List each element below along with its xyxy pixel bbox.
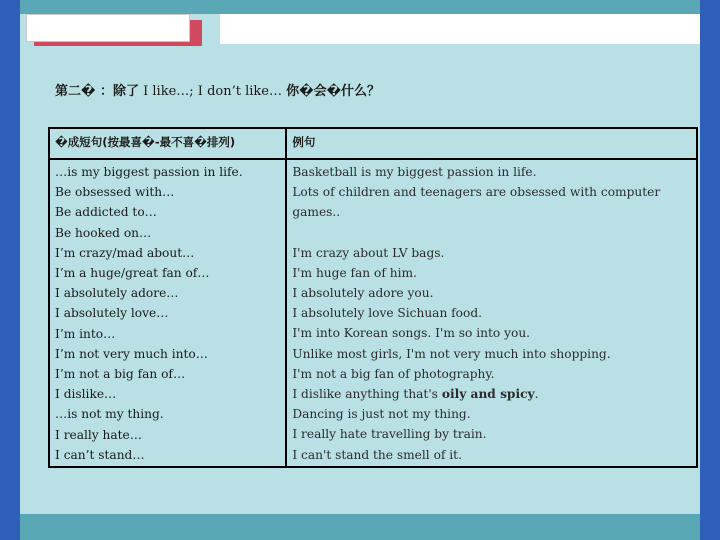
title-box — [26, 14, 190, 42]
heading-zh-suffix: 你�会�什么？ — [286, 84, 381, 99]
spacer — [292, 223, 691, 243]
phrase: I absolutely love… — [55, 306, 169, 321]
example-sentence: I really hate travelling by train. — [292, 427, 487, 442]
phrase-table — [48, 127, 698, 468]
bottom-band — [20, 514, 700, 540]
example-sentence: I can't stand the smell of it. — [292, 447, 462, 462]
phrase: I’m into… — [55, 326, 116, 341]
phrase: I’m a huge/great fan of… — [55, 266, 210, 281]
example-sentence: I absolutely love Sichuan food. — [292, 306, 483, 321]
example-sentence: Dancing is just not my thing. — [292, 407, 471, 422]
phrases-cell — [49, 159, 286, 467]
table-header-row — [49, 128, 697, 159]
example-sentence: I'm not a big fan of photography. — [292, 366, 495, 381]
phrase: I’m not very much into… — [55, 346, 208, 361]
phrase: …is not my thing. — [55, 407, 164, 422]
title-bar — [220, 14, 700, 44]
col-examples-header: 例句 — [286, 128, 697, 159]
heading-zh-prefix: 第二� ：除了 — [55, 84, 139, 99]
example-sentence — [292, 384, 691, 404]
top-band — [20, 0, 700, 14]
phrase: Be obsessed with… — [55, 185, 175, 200]
phrase: I can’t stand… — [55, 447, 145, 462]
phrase: Be addicted to… — [55, 205, 157, 220]
phrase: I absolutely adore… — [55, 286, 179, 301]
phrase: I dislike… — [55, 387, 117, 402]
examples-cell — [286, 159, 697, 467]
phrase: Be hooked on… — [55, 225, 152, 240]
example-sentence: Basketball is my biggest passion in life. — [292, 165, 537, 179]
example-text: I dislike anything that's — [292, 387, 442, 402]
col-phrases-header: �成短句(按最喜�-最不喜�排列) — [49, 128, 286, 159]
slide-heading — [55, 80, 380, 99]
example-sentence: I'm crazy about LV bags. — [292, 245, 445, 260]
example-emphasis: oily and spicy — [441, 387, 535, 402]
example-sentence: games.. — [292, 205, 341, 220]
example-sentence: I absolutely adore you. — [292, 286, 434, 301]
table-body-row — [49, 159, 697, 467]
heading-en: I like…; I don’t like… — [139, 84, 287, 99]
phrase: I’m not a big fan of… — [55, 367, 186, 382]
example-sentence: Lots of children and teenagers are obsessed with computer — [292, 185, 661, 200]
phrase: I really hate… — [55, 427, 142, 442]
phrase: …is my biggest passion in life. — [55, 165, 243, 179]
example-sentence: Unlike most girls, I'm not very much into shopping. — [292, 346, 611, 361]
phrase: I’m crazy/mad about… — [55, 245, 195, 260]
example-period: . — [534, 387, 539, 402]
example-sentence: I'm into Korean songs. I'm so into you. — [292, 326, 531, 341]
example-sentence: I'm huge fan of him. — [292, 265, 417, 280]
